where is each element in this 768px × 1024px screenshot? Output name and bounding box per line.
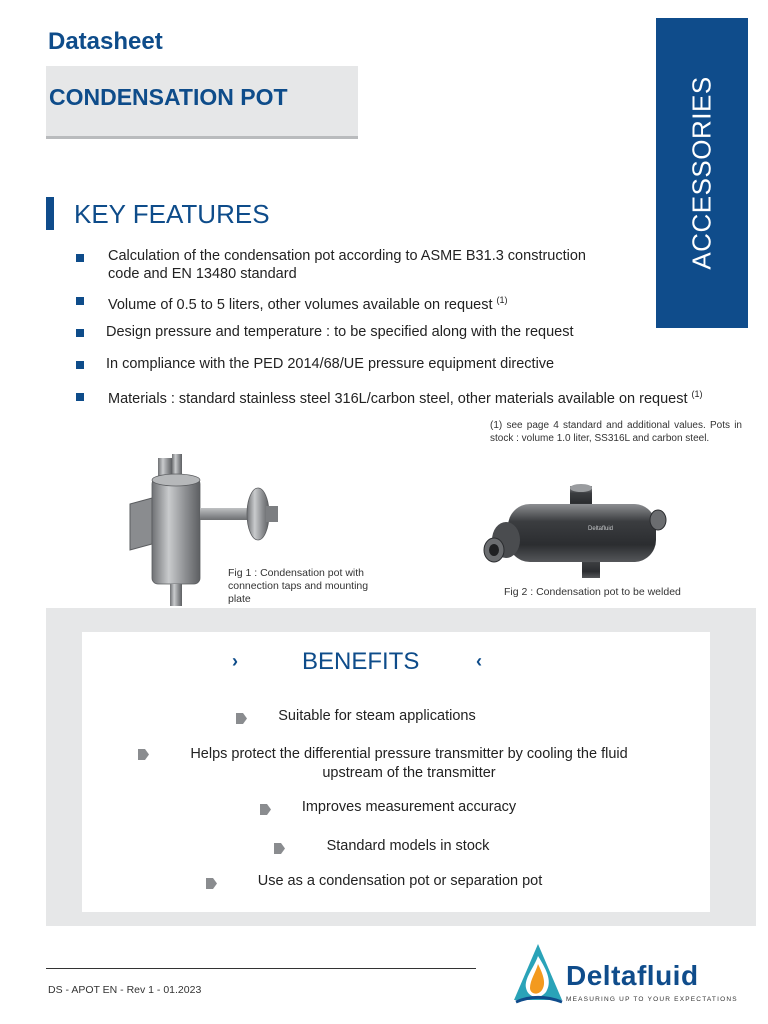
benefit-text: upstream of the transmitter: [322, 765, 496, 781]
benefit-item: [170, 745, 648, 783]
footnote-ref: (1): [691, 389, 703, 399]
page-title: CONDENSATION POT: [49, 84, 288, 110]
feature-item: [106, 355, 554, 373]
feature-bullet: [76, 393, 84, 401]
benefit-bullet-icon: [274, 843, 285, 854]
deltafluid-logo-icon: [512, 942, 564, 1006]
chevron-right-icon: ›: [232, 651, 238, 671]
benefit-text: Helps protect the differential pressure transmitter by cooling the fluid: [190, 746, 628, 762]
feature-text: Materials : standard stainless steel 316L/carbon steel, other materials available on request: [108, 390, 688, 407]
feature-item: [108, 291, 508, 314]
doc-reference: DS - APOT EN - Rev 1 - 01.2023: [48, 984, 202, 996]
benefit-bullet-icon: [138, 749, 149, 760]
side-banner-label: ACCESSORIES: [686, 76, 717, 270]
condensation-pot-image-fig2: [478, 482, 678, 586]
feature-text: Volume of 0.5 to 5 liters, other volumes available on request: [108, 296, 493, 313]
feature-bullet: [76, 297, 84, 305]
benefit-bullet-icon: [206, 878, 217, 889]
title-box: [46, 66, 358, 139]
section-marker: [46, 197, 54, 230]
feature-item: [108, 247, 586, 283]
benefit-item: Standard models in stock: [326, 838, 490, 854]
footnote-ref: (1): [496, 295, 508, 305]
benefit-item: Improves measurement accuracy: [301, 799, 517, 815]
key-features-title: KEY FEATURES: [74, 199, 270, 229]
figure-caption: Fig 2 : Condensation pot to be welded: [504, 586, 681, 598]
chevron-left-icon: ‹: [476, 651, 482, 671]
footnote: (1) see page 4 standard and additional values. Pots in stock : volume 1.0 liter, SS316L and carbon steel.: [490, 420, 742, 444]
benefit-bullet-icon: [236, 713, 247, 724]
benefit-item: Suitable for steam applications: [278, 708, 476, 724]
feature-item: [108, 385, 703, 408]
logo-wordmark: Deltafluid: [566, 960, 699, 991]
feature-text: Calculation of the condensation pot according to ASME B31.3 construction: [108, 248, 586, 264]
feature-bullet: [76, 361, 84, 369]
feature-text: In compliance with the PED 2014/68/UE pressure equipment directive: [106, 356, 555, 372]
figure-caption: Fig 1 : Condensation pot with connection taps and mounting plate: [228, 567, 369, 605]
feature-bullet: [76, 254, 84, 262]
benefit-bullet-icon: [260, 804, 271, 815]
fig2-logo-label: Deltafluid: [588, 526, 614, 532]
benefits-title: BENEFITS: [302, 648, 420, 675]
logo-tagline: MEASURING UP TO YOUR EXPECTATIONS: [566, 996, 738, 1003]
feature-item: [106, 323, 574, 341]
footer-divider: [46, 968, 476, 969]
side-banner: [656, 18, 748, 328]
benefit-item: Use as a condensation pot or separation pot: [257, 873, 543, 889]
feature-bullet: [76, 329, 84, 337]
feature-text: code and EN 13480 standard: [108, 266, 297, 282]
doc-type-label: Datasheet: [48, 28, 163, 55]
feature-text: Design pressure and temperature : to be specified along with the request: [106, 324, 574, 340]
